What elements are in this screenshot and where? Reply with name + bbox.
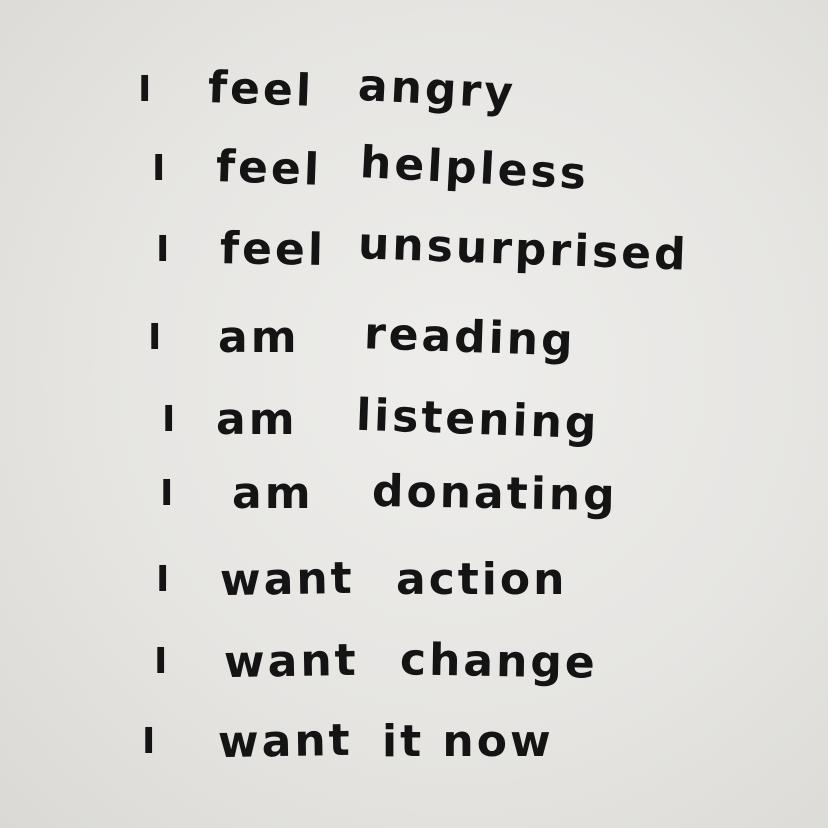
note-word-pronoun: I — [154, 641, 171, 682]
note-word-object: unsurprised — [357, 218, 690, 281]
note-word-pronoun: I — [142, 721, 159, 762]
note-word-verb: want — [223, 634, 360, 689]
note-word-object: angry — [356, 59, 518, 120]
note-word-pronoun: I — [162, 399, 179, 440]
note-word-object: change — [399, 634, 599, 689]
note-line-6 — [0, 462, 828, 532]
note-word-verb: feel — [219, 223, 327, 276]
note-word-pronoun: I — [152, 148, 169, 189]
note-line-5 — [0, 388, 828, 458]
note-word-verb: want — [219, 552, 356, 607]
note-word-verb: am — [232, 468, 314, 519]
note-word-verb: feel — [215, 141, 323, 196]
note-line-2 — [0, 137, 828, 207]
note-word-verb: am — [216, 394, 298, 445]
note-word-verb: want — [217, 714, 354, 769]
note-line-4 — [0, 306, 828, 376]
note-word-verb: am — [218, 312, 300, 363]
note-line-9 — [0, 710, 828, 780]
note-line-1 — [0, 58, 828, 128]
note-line-3 — [0, 218, 828, 288]
note-word-pronoun: I — [138, 69, 155, 110]
note-word-pronoun: I — [156, 559, 173, 600]
note-line-8 — [0, 630, 828, 700]
note-line-7 — [0, 548, 828, 618]
note-word-pronoun: I — [160, 473, 177, 514]
note-word-pronoun: I — [148, 317, 165, 358]
note-word-object: donating — [371, 465, 619, 522]
note-word-object: reading — [363, 308, 577, 367]
note-word-pronoun: I — [156, 229, 173, 270]
note-word-object: action — [396, 554, 568, 605]
note-word-object: helpless — [358, 137, 591, 200]
note-word-object: listening — [355, 389, 601, 450]
note-word-object: it now — [382, 716, 554, 767]
note-word-verb: feel — [207, 62, 315, 117]
